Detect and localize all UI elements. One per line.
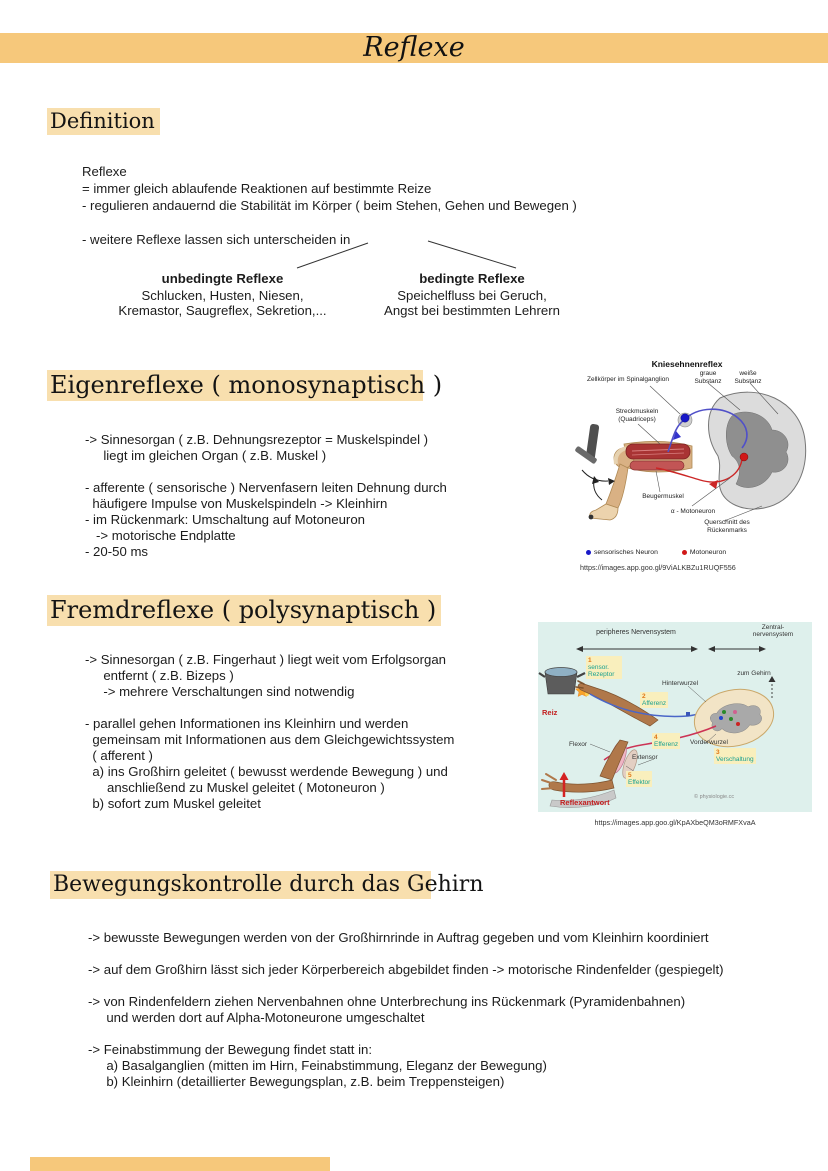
eigenreflexe-text — [85, 432, 447, 560]
tag-verschaltung: 3 Verschaltung — [716, 749, 754, 763]
text-line: -> Sinnesorgan ( z.B. Dehnungsrezeptor = Muskelspindel ) — [85, 432, 429, 447]
label-graue-substanz: graue Substanz — [694, 370, 722, 385]
text-line — [82, 214, 577, 231]
knee-reflex-diagram — [572, 356, 824, 578]
label-streckmuskeln: Streckmuskeln (Quadriceps) — [615, 408, 659, 423]
eigenreflexe-heading: Eigenreflexe ( monosynaptisch ) — [47, 371, 447, 399]
label-peripheres-nervensystem: peripheres Nervensystem — [596, 629, 676, 636]
text-line: - parallel gehen Informationen ins Kleinhirn und werden — [85, 716, 409, 731]
title-banner — [0, 33, 828, 63]
branch-connector-lines — [278, 237, 528, 271]
text-line: Reflexe — [82, 164, 127, 179]
text-line: -> auf dem Großhirn lässt sich jeder Körperbereich abgebildet finden -> motorische Rindenfelder (gespiegelt) — [88, 962, 724, 977]
legend-motor — [682, 549, 726, 556]
text-line: -> Feinabstimmung der Bewegung findet statt in: — [88, 1042, 373, 1057]
text-line — [88, 946, 724, 962]
label-extensor: Extensor — [632, 754, 658, 761]
text-line — [88, 978, 724, 994]
text-line: - afferente ( sensorische ) Nervenfasern leiten Dehnung durch — [85, 480, 447, 495]
branch-line: Schlucken, Husten, Niesen, — [141, 287, 304, 303]
text-line: ( afferent ) — [85, 748, 153, 763]
tag-afferenz: 2 Afferenz — [642, 693, 667, 707]
text-line: - weitere Reflexe lassen sich unterscheiden in — [82, 232, 351, 247]
label-beugermuskel: Beugermuskel — [642, 493, 684, 500]
label-reflexantwort: Reflexantwort — [560, 798, 610, 807]
branch-lines — [352, 288, 592, 319]
label-hinterwurzel: Hinterwurzel — [662, 680, 699, 687]
text-line: = immer gleich ablaufende Reaktionen auf bestimmte Reize — [82, 181, 432, 196]
withdrawal-reflex-diagram — [538, 622, 812, 812]
diagram2-credit: © physiologie.cc — [694, 794, 735, 800]
legend-sensory-label: sensorisches Neuron — [594, 549, 658, 556]
branch-bedingte-reflexe — [352, 271, 592, 319]
label-zellkoerper: Zellkörper im Spinalganglion — [586, 376, 669, 383]
diagram2-source-url: https://images.app.goo.gl/KpAXbeQM3oRMFXvaA — [594, 818, 756, 827]
diagram-title: Kniesehnenreflex — [651, 359, 723, 369]
text-line: -> Sinnesorgan ( z.B. Fingerhaut ) liegt weit vom Erfolgsorgan — [85, 652, 446, 667]
fremdreflexe-heading: Fremdreflexe ( polysynaptisch ) — [47, 596, 441, 624]
text-line: häufigere Impulse von Muskelspindeln -> Kleinhirn — [85, 496, 388, 511]
label-reiz: Reiz — [542, 708, 558, 717]
label-vorderwurzel: Vorderwurzel — [690, 739, 728, 746]
blue-dot-icon — [586, 550, 591, 555]
text-line: -> bewusste Bewegungen werden von der Großhirnrinde in Auftrag gegeben und vom Kleinhirn koordiniert — [88, 930, 709, 945]
label-flexor: Flexor — [569, 741, 588, 748]
legend-motor-label: Motoneuron — [689, 549, 727, 556]
text-line: a) Basalganglien (mitten im Hirn, Feinabstimmung, Eleganz der Bewegung) — [88, 1058, 547, 1073]
text-line: b) Kleinhirn (detaillierter Bewegungsplan, z.B. beim Treppensteigen) — [88, 1074, 505, 1089]
page-title: Reflexe — [363, 32, 465, 63]
withdrawal-reflex-illustration — [538, 622, 812, 812]
tag-sensor-rezeptor: 1 sensor. Rezeptor — [586, 656, 622, 679]
branch-title: unbedingte Reflexe — [161, 271, 284, 286]
branch-lines — [105, 288, 340, 319]
text-line: gemeinsam mit Informationen aus dem Gleichgewichtssystem — [85, 732, 455, 747]
text-line: entfernt ( z.B. Bizeps ) — [85, 668, 234, 683]
branch-line: Speichelfluss bei Geruch, — [397, 287, 547, 303]
bewegungskontrolle-text — [88, 930, 724, 1090]
text-line: a) ins Großhirn geleitet ( bewusst werdende Bewegung ) und — [85, 764, 448, 779]
text-line: -> motorische Endplatte — [85, 528, 236, 543]
tag-efferenz: 4 Efferenz — [654, 734, 679, 748]
tag-effektor: 5 Effektor — [628, 772, 651, 786]
diagram1-source-url: https://images.app.goo.gl/9ViALKBZu1RUQF556 — [580, 563, 736, 572]
label-zum-gehirn: zum Gehirn — [737, 670, 771, 677]
branch-title: bedingte Reflexe — [419, 271, 525, 286]
legend-sensory — [586, 549, 658, 556]
text-line: -> von Rindenfeldern ziehen Nervenbahnen ohne Unterbrechung ins Rückenmark (Pyramidenbahnen) — [88, 994, 686, 1009]
bewegungskontrolle-heading: Bewegungskontrolle durch das Gehirn — [50, 872, 488, 897]
text-line: - regulieren andauernd die Stabilität im Körper ( beim Stehen, Gehen und Bewegen ) — [82, 198, 577, 213]
label-querschnitt: Querschnitt des Rückenmarks — [704, 519, 750, 534]
branch-line: Kremastor, Saugreflex, Sekretion,... — [118, 303, 327, 318]
red-dot-icon — [682, 550, 687, 555]
text-line: - im Rückenmark: Umschaltung auf Motoneuron — [85, 512, 365, 527]
diagram-legend — [586, 549, 726, 556]
text-line: anschließend zu Muskel geleitet ( Motoneuron ) — [85, 780, 385, 795]
text-line: b) sofort zum Muskel geleitet — [85, 796, 261, 811]
text-line: -> mehrere Verschaltungen sind notwendig — [85, 684, 355, 699]
definition-text — [82, 163, 577, 248]
fremdreflexe-text — [85, 652, 454, 812]
next-section-highlight-strip — [30, 1157, 330, 1171]
text-line — [85, 700, 454, 716]
text-line — [85, 464, 447, 480]
text-line: - 20-50 ms — [85, 544, 149, 559]
label-weisse-substanz: weiße Substanz — [734, 370, 762, 385]
text-line — [88, 1026, 724, 1042]
label-zentralnervensystem: Zentral-nervensystem — [752, 624, 794, 638]
branch-unbedingte-reflexe — [105, 271, 340, 319]
definition-heading: Definition — [47, 109, 160, 133]
branch-line: Angst bei bestimmten Lehrern — [384, 303, 560, 318]
text-line: und werden dort auf Alpha-Motoneurone umgeschaltet — [88, 1010, 425, 1025]
text-line: liegt im gleichen Organ ( z.B. Muskel ) — [85, 448, 327, 463]
label-motoneuron: α - Motoneuron — [670, 508, 716, 515]
